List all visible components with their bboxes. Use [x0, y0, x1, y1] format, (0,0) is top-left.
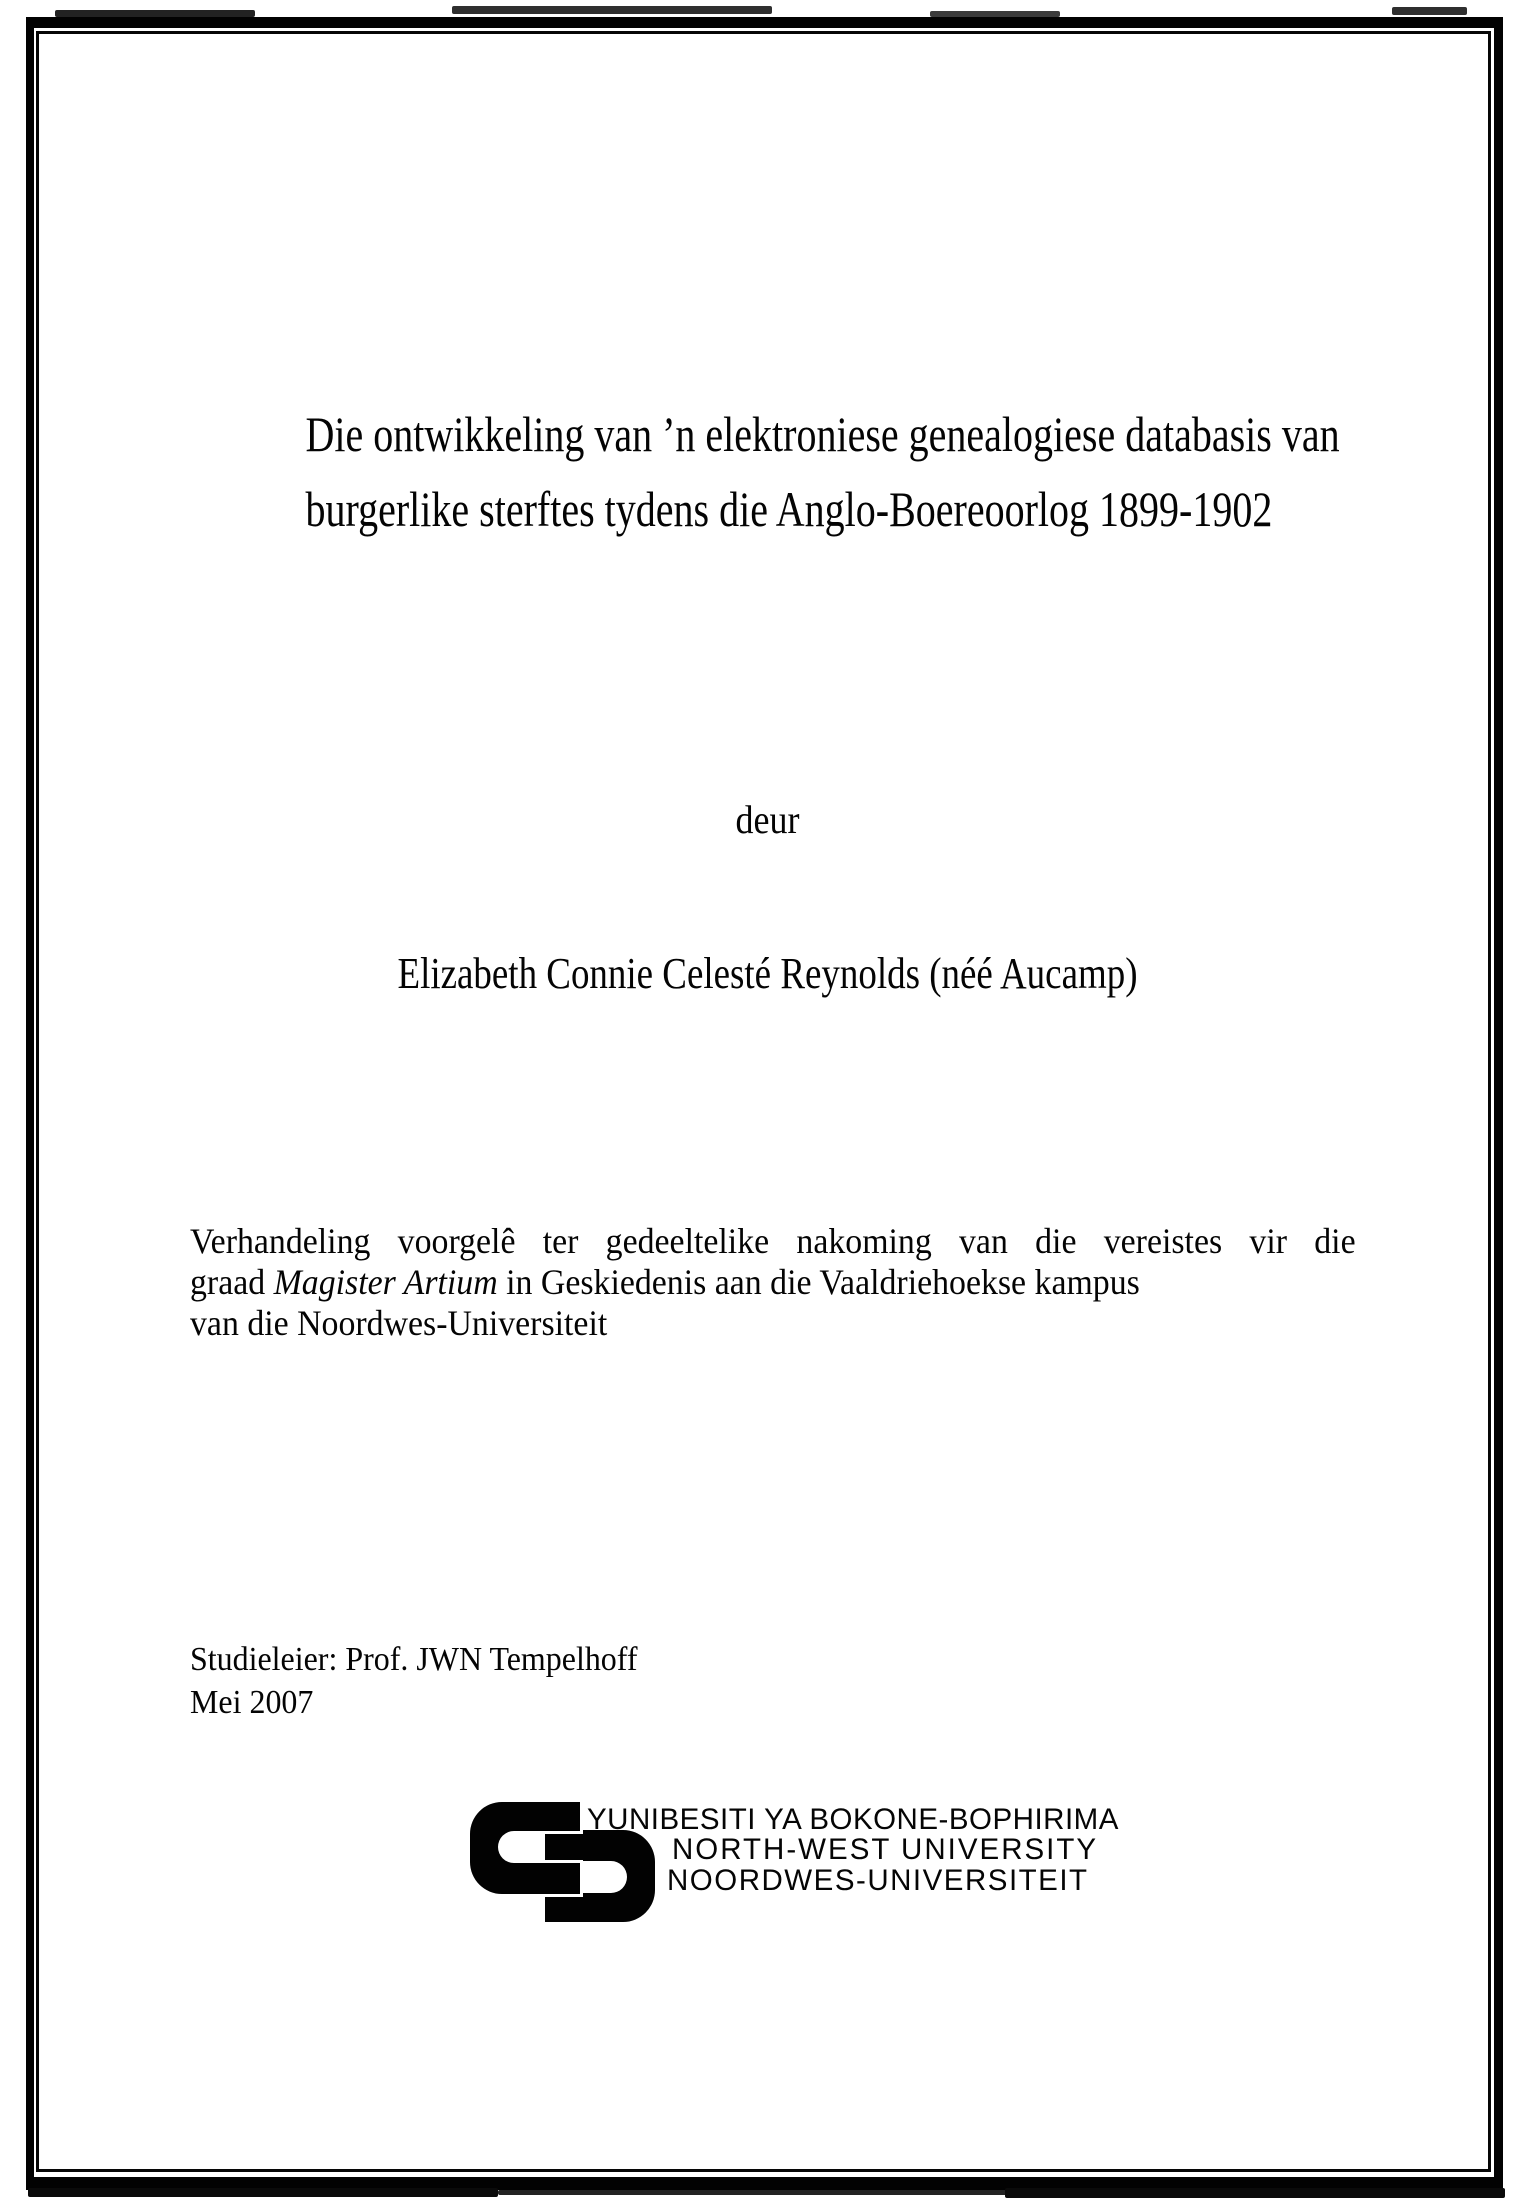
declaration-line2-pre: graad — [190, 1262, 274, 1302]
supervisor-block — [190, 1638, 1036, 1724]
byline-text: deur — [735, 797, 800, 842]
scan-artifact — [55, 10, 255, 17]
university-name-afrikaans: NOORDWES-UNIVERSITEIT — [667, 1863, 1089, 1897]
university-name-block — [587, 1805, 1119, 1896]
thesis-title-line2: burgerlike sterftes tydens die Anglo-Boereoorlog 1899-1902 — [305, 481, 1273, 537]
author-name-text: Elizabeth Connie Celesté Reynolds (néé Aucamp) — [397, 949, 1138, 998]
declaration-line2 — [190, 1262, 1356, 1303]
scan-artifact — [28, 2188, 498, 2197]
declaration-line3: van die Noordwes-Universiteit — [190, 1303, 608, 1343]
scan-artifact — [1392, 7, 1467, 15]
scan-artifact — [1005, 2188, 1505, 2198]
date-line: Mei 2007 — [190, 1684, 314, 1721]
byline — [190, 797, 1345, 842]
university-logo — [470, 1799, 1119, 1939]
declaration-line1: Verhandeling voorgelê ter gedeeltelike nakoming van die vereistes vir die — [190, 1221, 1356, 1261]
university-name-setswana: YUNIBESITI YA BOKONE-BOPHIRIMA — [587, 1803, 1119, 1836]
thesis-title-line1: Die ontwikkeling van ’n elektroniese genealogiese databasis van — [305, 406, 1340, 462]
scan-artifact — [452, 6, 772, 14]
degree-name: Magister Artium — [273, 1262, 498, 1302]
scan-artifact — [930, 11, 1060, 17]
scan-artifact — [498, 2190, 1008, 2195]
supervisor-line: Studieleier: Prof. JWN Tempelhoff — [190, 1641, 638, 1678]
thesis-title — [190, 397, 1345, 547]
author-name — [190, 951, 1345, 997]
degree-declaration — [190, 1221, 1356, 1344]
declaration-line2-post: in Geskiedenis aan die Vaaldriehoekse kampus — [497, 1262, 1140, 1302]
university-name-english: NORTH-WEST UNIVERSITY — [672, 1833, 1099, 1867]
